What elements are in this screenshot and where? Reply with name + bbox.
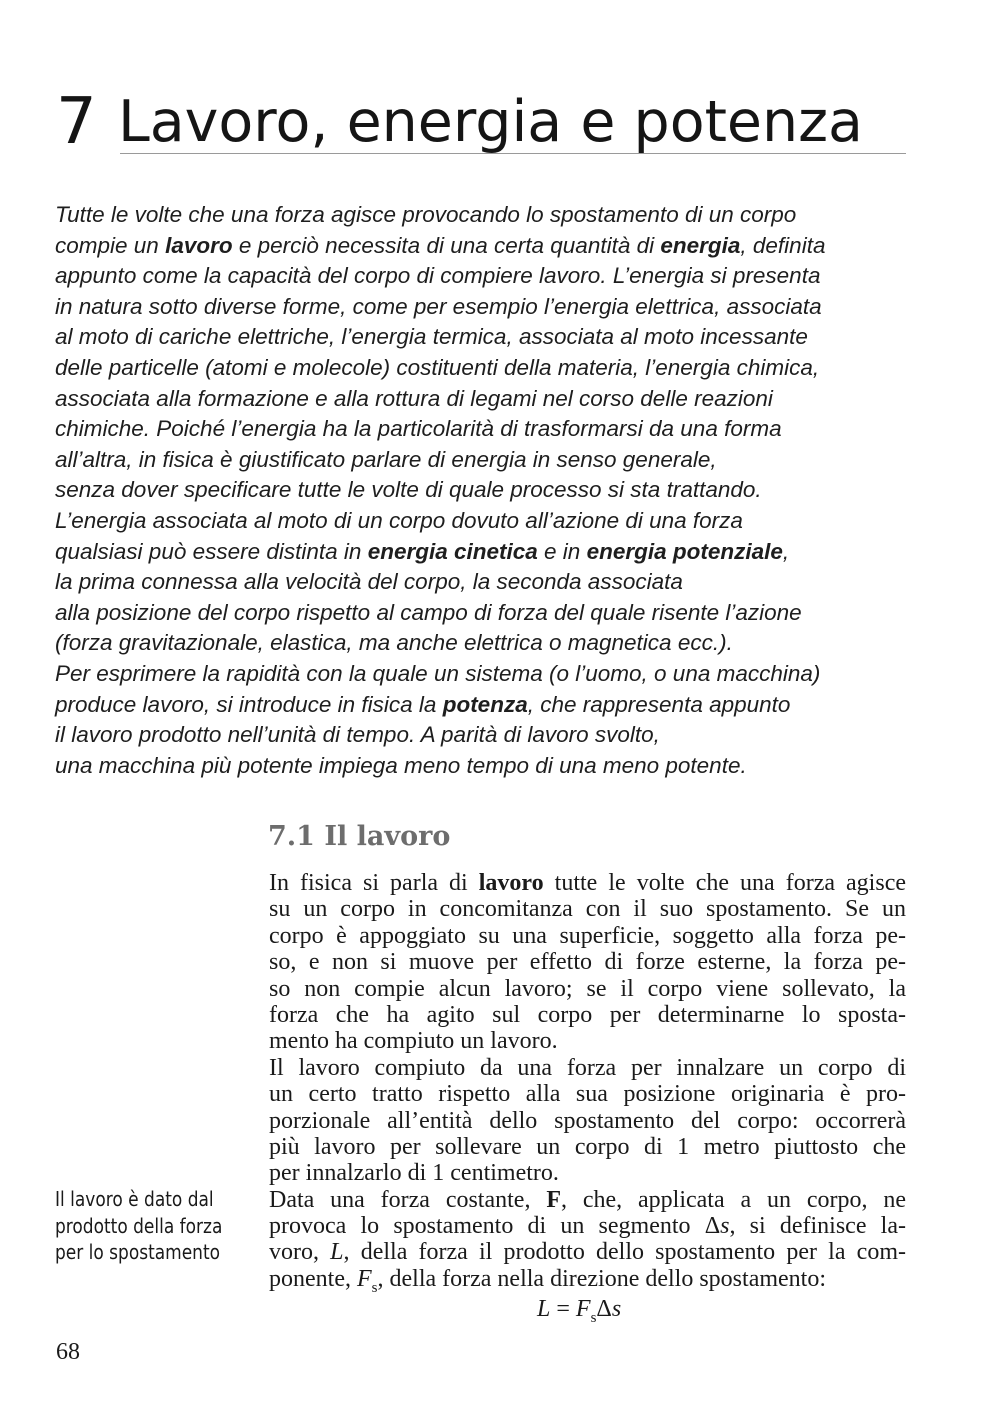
chapter-number: 7 [56,85,97,159]
formula-subscript: s [590,1310,597,1326]
body-line: In fisica si parla di lavoro tutte le volte che una forza agisce [269,870,906,896]
body-line: ponente, $F_s$, della forza nella direzione dello spostamento: [269,1265,826,1296]
intro-line: il lavoro prodotto nell’unità di tempo. A parità di lavoro svolto, [55,722,660,748]
intro-line: compie un lavoro e perciò necessita di una certa quantità di energia, definita [55,232,826,258]
intro-line: L’energia associata al moto di un corpo dovuto all’azione di una forza [55,507,743,533]
intro-line: alla posizione del corpo rispetto al campo di forza del quale risente l’azione [55,599,802,625]
body-line: un certo tratto rispetto alla sua posizione originaria è pro- [269,1081,906,1108]
bold-term: F [546,1186,561,1213]
bold-term: lavoro [165,232,233,258]
bold-term: energia [660,232,741,258]
intro-line: Per esprimere la rapidità con la quale un sistema (o l’uomo, o una macchina) [55,660,821,686]
section-body [269,870,906,1296]
intro-line: Tutte le volte che una forza agisce provocando lo spostamento di un corpo [55,202,797,227]
margin-note [55,1186,225,1266]
bold-term: potenza [442,691,528,717]
bold-term: energia cinetica [367,538,538,564]
intro-line: appunto come la capacità del corpo di compiere lavoro. L’energia si presenta [55,263,821,289]
math-variable: F [356,1265,372,1292]
intro-line: in natura sotto diverse forme, come per esempio l’energia elettrica, associata [55,293,822,319]
intro-line: la prima connessa alla velocità del corpo, la seconda associata [55,569,683,595]
body-line: su un corpo in concomitanza con il suo spostamento. Se un [269,896,906,923]
formula-lhs: L [537,1296,551,1322]
body-line: più lavoro per sollevare un corpo di 1 metro piuttosto che [269,1133,906,1160]
body-line: so, e non si muove per effetto di forze esterne, la forza pe- [269,949,906,976]
math-subscript: s [371,1279,378,1296]
math-variable: s [720,1213,730,1240]
intro-line: senza dover specificare tutte le volte di quale processo si sta trattando. [55,477,762,503]
title-rule [120,153,906,154]
chapter-title: Lavoro, energia e potenza [118,89,863,155]
body-line: so non compie alcun lavoro; se il corpo viene sollevato, la [269,975,906,1002]
margin-note-line: per lo spostamento [55,1240,221,1264]
intro-line: all’altra, in fisica è giustificato parlare di energia in senso generale, [55,446,717,472]
formula-displacement: s [611,1296,622,1322]
body-line: mento ha compiuto un lavoro. [269,1028,558,1055]
bold-term: lavoro [478,870,544,896]
intro-line: delle particelle (atomi e molecole) costituenti della materia, l’energia chimica, [55,354,820,380]
formula-delta: Δ [596,1296,612,1322]
page-number: 68 [56,1339,80,1365]
body-line: forza che ha agito sul corpo per determinarne lo sposta- [269,1001,906,1028]
body-line: per innalzarlo di 1 centimetro. [269,1160,559,1187]
intro-line: chimiche. Poiché l’energia ha la particolarità di trasformarsi da una forma [55,416,782,442]
body-line: Il lavoro compiuto da una forza per innalzare un corpo di [269,1054,906,1081]
margin-note-line: Il lavoro è dato dal [55,1187,214,1211]
formula [537,1294,621,1324]
bold-term: energia potenziale [586,538,783,564]
chapter-intro [55,200,955,781]
chapter-heading [56,86,906,158]
intro-line: produce lavoro, si introduce in fisica la potenza, che rappresenta appunto [55,691,791,717]
section-title: 7.1 Il lavoro [268,821,451,852]
formula-equals: = [550,1296,576,1322]
body-line: corpo è appoggiato su una superficie, soggetto alla forza pe- [269,922,906,949]
body-line: provoca lo spostamento di un segmento Δs, si definisce la- [269,1213,906,1240]
body-line: Data una forza costante, F, che, applicata a un corpo, ne [269,1186,906,1213]
intro-line: qualsiasi può essere distinta in energia cinetica e in energia potenziale, [55,538,790,564]
intro-line: una macchina più potente impiega meno tempo di una meno potente. [55,752,747,778]
body-line: voro, L, della forza il prodotto dello spostamento per la com- [269,1239,906,1266]
intro-line: associata alla formazione e alla rottura di legami nel corso delle reazioni [55,385,773,411]
intro-line: al moto di cariche elettriche, l’energia termica, associata al moto incessante [55,324,808,350]
formula-force: F [575,1296,591,1322]
intro-line: (forza gravitazionale, elastica, ma anche elettrica o magnetica ecc.). [55,630,733,656]
math-variable: L [330,1239,344,1266]
body-line: porzionale all’entità dello spostamento del corpo: occorrerà [269,1107,906,1134]
margin-note-line: prodotto della forza [55,1213,223,1238]
